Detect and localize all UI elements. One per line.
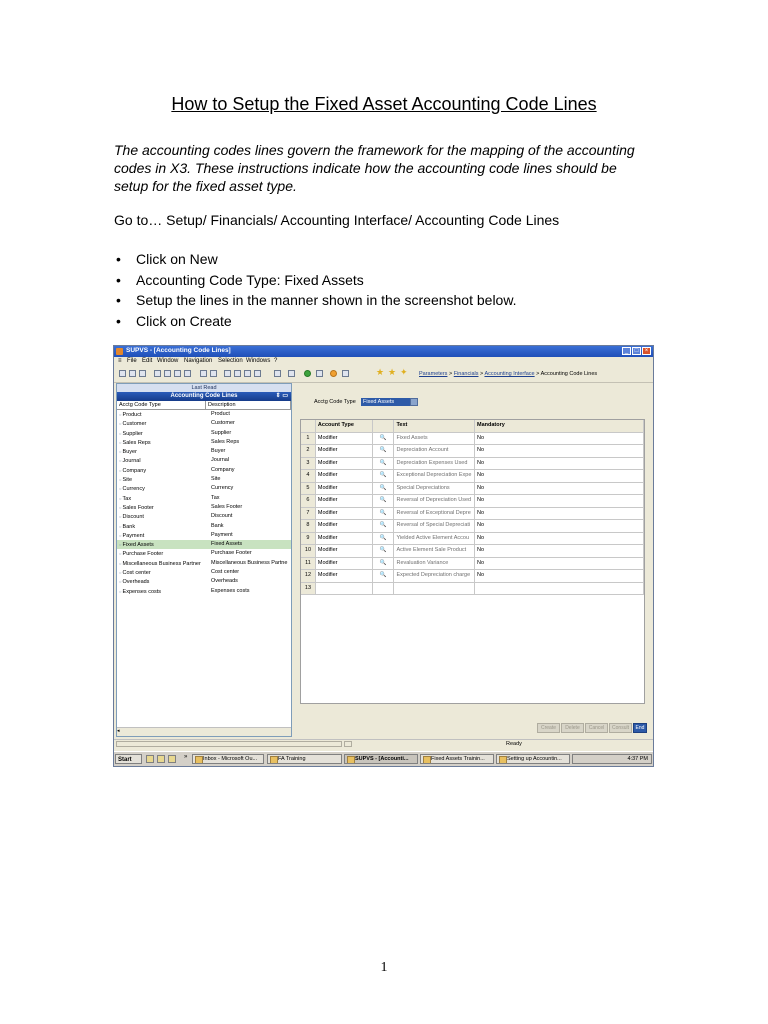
breadcrumb-separator: > bbox=[448, 371, 453, 377]
list-item-description: Tax bbox=[211, 494, 220, 501]
cut-icon[interactable] bbox=[224, 370, 231, 377]
mandatory-cell[interactable]: No bbox=[475, 495, 644, 507]
list-item-description: Miscellaneous Business Partne bbox=[211, 559, 288, 566]
list-item-code: ○ Tax bbox=[117, 494, 206, 503]
column-header[interactable]: Account Type bbox=[316, 420, 373, 432]
list-item-code: ○ Journal bbox=[117, 456, 206, 465]
bullet-icon: • bbox=[116, 312, 121, 329]
list-item[interactable] bbox=[117, 512, 291, 521]
mandatory-cell[interactable]: No bbox=[475, 570, 644, 582]
account-type-cell[interactable]: Modifier bbox=[316, 483, 373, 495]
zoom-icon[interactable] bbox=[210, 370, 217, 377]
account-type-cell[interactable]: Modifier bbox=[316, 458, 373, 470]
new-icon[interactable] bbox=[119, 370, 126, 377]
create-button[interactable]: Create bbox=[537, 723, 560, 733]
list-item-description: Fixed Assets bbox=[211, 541, 243, 548]
window-title: SUPVS - [Accounting Code Lines] bbox=[126, 347, 231, 354]
account-type-cell[interactable]: Modifier bbox=[316, 545, 373, 557]
panel-title-text: Accounting Code Lines bbox=[170, 393, 238, 399]
text-cell[interactable]: Depreciation Account bbox=[394, 445, 475, 457]
status-bar bbox=[114, 739, 653, 748]
menu-item[interactable]: Selection bbox=[218, 358, 243, 364]
list-item[interactable] bbox=[117, 587, 291, 596]
page-number: 1 bbox=[380, 960, 388, 975]
lookup-icon[interactable]: 🔍 bbox=[373, 545, 395, 557]
list-item[interactable] bbox=[117, 494, 291, 503]
account-type-cell[interactable]: Modifier bbox=[316, 533, 373, 545]
list-item-code: ○ Product bbox=[117, 410, 206, 419]
next-icon[interactable] bbox=[174, 370, 181, 377]
list-item[interactable] bbox=[117, 429, 291, 438]
bookmark-icon[interactable]: ✦ bbox=[400, 367, 408, 377]
list-item[interactable] bbox=[117, 466, 291, 475]
save-icon[interactable] bbox=[129, 370, 136, 377]
breadcrumb-separator: > bbox=[480, 371, 484, 377]
list-item[interactable] bbox=[117, 475, 291, 484]
list-item-description: Customer bbox=[211, 420, 235, 427]
column-header[interactable]: Acctg Code Type bbox=[117, 401, 206, 409]
list-item-code: ○ Sales Footer bbox=[117, 503, 206, 512]
menu-item[interactable]: Navigation bbox=[184, 358, 213, 364]
list-item-description: Site bbox=[211, 476, 221, 483]
breadcrumb-current: Accounting Code Lines bbox=[540, 371, 598, 377]
panel-list bbox=[117, 410, 291, 596]
row-number: 6 bbox=[301, 495, 316, 507]
breadcrumb-link[interactable]: Parameters bbox=[419, 371, 448, 377]
embedded-screenshot bbox=[113, 345, 654, 767]
row-number: 3 bbox=[301, 458, 316, 470]
list-item-code: ○ Purchase Footer bbox=[117, 549, 206, 558]
list-item-description: Payment bbox=[211, 531, 233, 538]
row-number-header bbox=[301, 420, 316, 432]
lookup-icon[interactable]: 🔍 bbox=[373, 483, 395, 495]
lookup-icon[interactable]: 🔍 bbox=[373, 495, 395, 507]
text-cell[interactable]: Depreciation Expenses Used bbox=[394, 458, 475, 470]
account-type-cell[interactable]: Modifier bbox=[316, 433, 373, 445]
quick-launch-icon[interactable] bbox=[157, 755, 165, 763]
table-row[interactable] bbox=[301, 520, 644, 533]
favorites-icon[interactable]: ★ bbox=[388, 367, 397, 377]
row-number: 12 bbox=[301, 570, 316, 582]
taskbar-item[interactable]: SUPVS - [Accounti... bbox=[344, 754, 418, 764]
user-icon[interactable] bbox=[330, 370, 337, 377]
taskbar-item[interactable]: Inbox - Microsoft Ou... bbox=[192, 754, 264, 764]
breadcrumb-link[interactable]: Accounting Interface bbox=[484, 371, 535, 377]
list-item[interactable] bbox=[117, 549, 291, 558]
panel-column-headers bbox=[117, 401, 291, 410]
table-row[interactable] bbox=[301, 470, 644, 483]
chart-icon[interactable] bbox=[288, 370, 295, 377]
list-item-description: Sales Footer bbox=[211, 503, 243, 510]
account-type-cell[interactable]: Modifier bbox=[316, 520, 373, 532]
first-icon[interactable] bbox=[154, 370, 161, 377]
document-title: How to Setup the Fixed Asset Accounting Code Lines bbox=[171, 94, 597, 114]
list-item[interactable] bbox=[117, 559, 291, 568]
list-icon[interactable] bbox=[274, 370, 281, 377]
list-item-description: Expenses costs bbox=[211, 587, 250, 594]
list-item-description: Currency bbox=[211, 485, 234, 492]
mandatory-cell[interactable]: No bbox=[475, 508, 644, 520]
text-cell[interactable]: Exceptional Depreciation Expe bbox=[394, 470, 475, 482]
row-number: 11 bbox=[301, 558, 316, 570]
list-item-description: Company bbox=[211, 466, 235, 473]
selection-panel bbox=[116, 383, 292, 737]
list-item-code: ○ Miscellaneous Business Partner bbox=[117, 559, 206, 568]
last-read-label[interactable]: Last Read bbox=[117, 384, 291, 392]
code-lines-grid bbox=[300, 419, 645, 704]
taskbar-item[interactable]: Fixed Assets Trainin... bbox=[420, 754, 494, 764]
row-number: 5 bbox=[301, 483, 316, 495]
toolbar bbox=[114, 366, 653, 383]
bullet-icon: • bbox=[116, 271, 121, 288]
menu-item[interactable]: Window bbox=[157, 358, 179, 364]
delete-button[interactable]: Delete bbox=[561, 723, 584, 733]
mandatory-cell[interactable]: No bbox=[475, 483, 644, 495]
list-item[interactable] bbox=[117, 410, 291, 419]
grid-header bbox=[301, 420, 644, 433]
row-number: 2 bbox=[301, 445, 316, 457]
mandatory-cell[interactable]: No bbox=[475, 470, 644, 482]
list-item-description: Overheads bbox=[211, 578, 238, 585]
table-row[interactable] bbox=[301, 458, 644, 471]
row-number: 13 bbox=[301, 583, 316, 595]
text-cell[interactable]: Yielded Active Element Accou bbox=[394, 533, 475, 545]
lookup-button[interactable] bbox=[410, 398, 418, 406]
lookup-icon[interactable] bbox=[373, 583, 395, 595]
list-item-code: ○ Expenses costs bbox=[117, 587, 206, 596]
list-item-code: ○ Cost center bbox=[117, 568, 206, 577]
row-number: 7 bbox=[301, 508, 316, 520]
minimize-icon[interactable]: _ bbox=[622, 347, 631, 355]
status-segment bbox=[116, 741, 342, 747]
cancel-button[interactable]: Cancel bbox=[585, 723, 608, 733]
list-item-text: Accounting Code Type: Fixed Assets bbox=[136, 271, 364, 288]
mandatory-cell[interactable]: No bbox=[475, 520, 644, 532]
row-number: 4 bbox=[301, 470, 316, 482]
list-item[interactable] bbox=[117, 577, 291, 586]
list-item-description: Buyer bbox=[211, 448, 226, 455]
edit-icon[interactable] bbox=[254, 370, 261, 377]
lookup-icon[interactable]: 🔍 bbox=[373, 558, 395, 570]
window-controls bbox=[622, 347, 651, 355]
list-item-text: Click on New bbox=[136, 251, 218, 267]
lookup-icon[interactable]: 🔍 bbox=[373, 470, 395, 482]
mandatory-cell[interactable]: No bbox=[475, 545, 644, 557]
consult-button[interactable]: Consult bbox=[609, 723, 632, 733]
table-row[interactable] bbox=[301, 583, 644, 596]
list-item bbox=[114, 290, 517, 311]
text-cell[interactable]: Reversal of Special Depreciati bbox=[394, 520, 475, 532]
title-bar bbox=[114, 346, 653, 357]
list-item-description: Product bbox=[211, 411, 230, 417]
list-item[interactable] bbox=[117, 438, 291, 447]
lookup-icon[interactable]: 🔍 bbox=[373, 433, 395, 445]
list-item[interactable] bbox=[117, 447, 291, 456]
table-row[interactable] bbox=[301, 558, 644, 571]
mandatory-cell[interactable]: No bbox=[475, 433, 644, 445]
mandatory-cell[interactable]: No bbox=[475, 445, 644, 457]
breadcrumb-separator: > bbox=[536, 371, 540, 377]
instruction-list bbox=[114, 249, 517, 331]
column-header[interactable]: Description bbox=[206, 401, 291, 409]
bullet-icon: • bbox=[116, 292, 121, 308]
text-cell[interactable]: Special Depreciations bbox=[394, 483, 475, 495]
status-text: Ready bbox=[506, 741, 522, 747]
lookup-icon[interactable]: 🔍 bbox=[373, 445, 395, 457]
row-number: 9 bbox=[301, 533, 316, 545]
list-item-code: ○ Bank bbox=[117, 522, 206, 531]
list-item-code: ○ Site bbox=[117, 475, 206, 484]
menu-item[interactable]: Windows bbox=[246, 358, 271, 364]
text-cell[interactable]: Reversal of Depreciation Used bbox=[394, 495, 475, 507]
text-cell[interactable]: Fixed Assets bbox=[394, 433, 475, 445]
list-item[interactable] bbox=[117, 419, 291, 428]
account-type-cell[interactable]: Modifier bbox=[316, 445, 373, 457]
list-item-description: Journal bbox=[211, 457, 230, 464]
table-row[interactable] bbox=[301, 445, 644, 458]
maximize-icon[interactable]: □ bbox=[632, 347, 641, 355]
list-item[interactable] bbox=[117, 568, 291, 577]
account-type-cell[interactable]: Modifier bbox=[316, 570, 373, 582]
account-type-cell[interactable]: Modifier bbox=[316, 470, 373, 482]
list-item[interactable] bbox=[117, 540, 291, 549]
navigation-instruction: Go to… Setup/ Financials/ Accounting Interface/ Accounting Code Lines bbox=[114, 212, 560, 228]
lookup-icon[interactable]: 🔍 bbox=[373, 533, 395, 545]
account-type-cell[interactable]: Modifier bbox=[316, 558, 373, 570]
grid-body bbox=[301, 433, 644, 596]
lookup-icon[interactable]: 🔍 bbox=[373, 520, 395, 532]
last-icon[interactable] bbox=[184, 370, 191, 377]
table-row[interactable] bbox=[301, 570, 644, 583]
mandatory-cell[interactable] bbox=[475, 583, 644, 595]
lookup-header bbox=[373, 420, 395, 432]
menu-bar bbox=[114, 357, 653, 366]
taskbar bbox=[114, 751, 653, 767]
breadcrumb-link[interactable]: Financials bbox=[453, 371, 479, 377]
list-item-code: ○ Fixed Assets bbox=[117, 540, 206, 549]
list-item-code: ○ Company bbox=[117, 466, 206, 475]
list-item-code: ○ Overheads bbox=[117, 577, 206, 586]
close-icon[interactable]: × bbox=[642, 347, 651, 355]
intro-paragraph: The accounting codes lines govern the framework for the mapping of the accounting codes in X3. These instructions indicate how the accounting code lines should be setup for the fixed asset type. bbox=[114, 142, 635, 194]
acctg-code-type-label: Acctg Code Type bbox=[314, 399, 356, 405]
clock: 4:37 PM bbox=[627, 756, 648, 762]
lookup-icon[interactable]: 🔍 bbox=[373, 570, 395, 582]
list-item[interactable] bbox=[117, 522, 291, 531]
list-item-description: Discount bbox=[211, 513, 233, 520]
star-icon[interactable]: ★ bbox=[376, 367, 385, 377]
list-item bbox=[114, 311, 517, 332]
column-header[interactable]: Text bbox=[394, 420, 475, 432]
text-cell[interactable]: Reversal of Exceptional Depre bbox=[394, 508, 475, 520]
text-cell[interactable] bbox=[394, 583, 475, 595]
list-item-code: ○ Supplier bbox=[117, 429, 206, 438]
row-number: 8 bbox=[301, 520, 316, 532]
quick-launch-icon[interactable] bbox=[146, 755, 154, 763]
action-buttons bbox=[537, 723, 647, 733]
taskbar-item[interactable]: FA Training bbox=[267, 754, 342, 764]
bullet-icon: • bbox=[116, 251, 121, 267]
menu-item[interactable]: Edit bbox=[142, 358, 153, 364]
panel-controls-icon[interactable]: ⇕ ▭ bbox=[275, 393, 288, 399]
list-item-description: Supplier bbox=[211, 429, 232, 436]
app-icon bbox=[116, 348, 123, 355]
table-row[interactable] bbox=[301, 508, 644, 521]
table-row[interactable] bbox=[301, 433, 644, 446]
list-item-description: Purchase Footer bbox=[211, 550, 252, 557]
column-header[interactable]: Mandatory bbox=[475, 420, 644, 432]
list-item-code: ○ Buyer bbox=[117, 447, 206, 456]
list-item[interactable] bbox=[117, 503, 291, 512]
list-item[interactable] bbox=[117, 484, 291, 493]
system-tray bbox=[572, 754, 652, 764]
acctg-code-type-field[interactable]: Fixed Assets bbox=[361, 398, 411, 406]
mandatory-cell[interactable]: No bbox=[475, 458, 644, 470]
quick-launch-icon[interactable] bbox=[168, 755, 176, 763]
start-button[interactable]: Start bbox=[115, 754, 142, 764]
list-item-description: Cost center bbox=[211, 569, 240, 576]
list-item-description: Bank bbox=[211, 522, 224, 529]
detail-panel bbox=[295, 383, 651, 737]
list-item bbox=[114, 249, 517, 270]
list-item-code: ○ Discount bbox=[117, 512, 206, 521]
list-item-text: Setup the lines in the manner shown in the screenshot below. bbox=[136, 292, 517, 308]
list-item-code: ○ Payment bbox=[117, 531, 206, 540]
menu-item: ≡ bbox=[118, 358, 122, 364]
row-number: 10 bbox=[301, 545, 316, 557]
table-row[interactable] bbox=[301, 483, 644, 496]
breadcrumb bbox=[419, 371, 597, 377]
lookup-icon[interactable]: 🔍 bbox=[373, 508, 395, 520]
panel-title bbox=[117, 392, 291, 401]
lookup-icon[interactable]: 🔍 bbox=[373, 458, 395, 470]
paste-icon[interactable] bbox=[244, 370, 251, 377]
text-cell[interactable]: Revaluation Variance bbox=[394, 558, 475, 570]
mandatory-cell[interactable]: No bbox=[475, 533, 644, 545]
text-cell[interactable]: Expected Depreciation charge bbox=[394, 570, 475, 582]
table-row[interactable] bbox=[301, 495, 644, 508]
horizontal-scrollbar[interactable]: ◂ bbox=[117, 727, 291, 736]
status-icon[interactable] bbox=[304, 370, 311, 377]
table-row[interactable] bbox=[301, 533, 644, 546]
taskbar-item[interactable]: Setting up Accountin... bbox=[496, 754, 570, 764]
end-button[interactable]: End bbox=[633, 723, 647, 733]
row-number: 1 bbox=[301, 433, 316, 445]
account-type-cell[interactable] bbox=[316, 583, 373, 595]
previous-icon[interactable] bbox=[164, 370, 171, 377]
text-cell[interactable]: Active Element Sale Product bbox=[394, 545, 475, 557]
link-icon[interactable] bbox=[316, 370, 323, 377]
list-item-code: ○ Currency bbox=[117, 484, 206, 493]
list-item[interactable] bbox=[117, 531, 291, 540]
copy-icon[interactable] bbox=[234, 370, 241, 377]
menu-item[interactable]: File bbox=[127, 358, 137, 364]
status-segment bbox=[344, 741, 352, 747]
account-type-cell[interactable]: Modifier bbox=[316, 508, 373, 520]
more-icon[interactable]: » bbox=[184, 754, 188, 760]
menu-item[interactable]: ? bbox=[274, 358, 278, 364]
tool-icon[interactable] bbox=[200, 370, 207, 377]
list-item-text: Click on Create bbox=[136, 312, 232, 329]
list-item bbox=[114, 270, 517, 291]
print-icon[interactable] bbox=[139, 370, 146, 377]
mandatory-cell[interactable]: No bbox=[475, 558, 644, 570]
list-item[interactable] bbox=[117, 456, 291, 465]
help-icon[interactable] bbox=[342, 370, 349, 377]
list-item-description: Sales Reps bbox=[211, 438, 240, 445]
account-type-cell[interactable]: Modifier bbox=[316, 495, 373, 507]
list-item-code: ○ Customer bbox=[117, 419, 206, 428]
table-row[interactable] bbox=[301, 545, 644, 558]
list-item-code: ○ Sales Reps bbox=[117, 438, 206, 447]
